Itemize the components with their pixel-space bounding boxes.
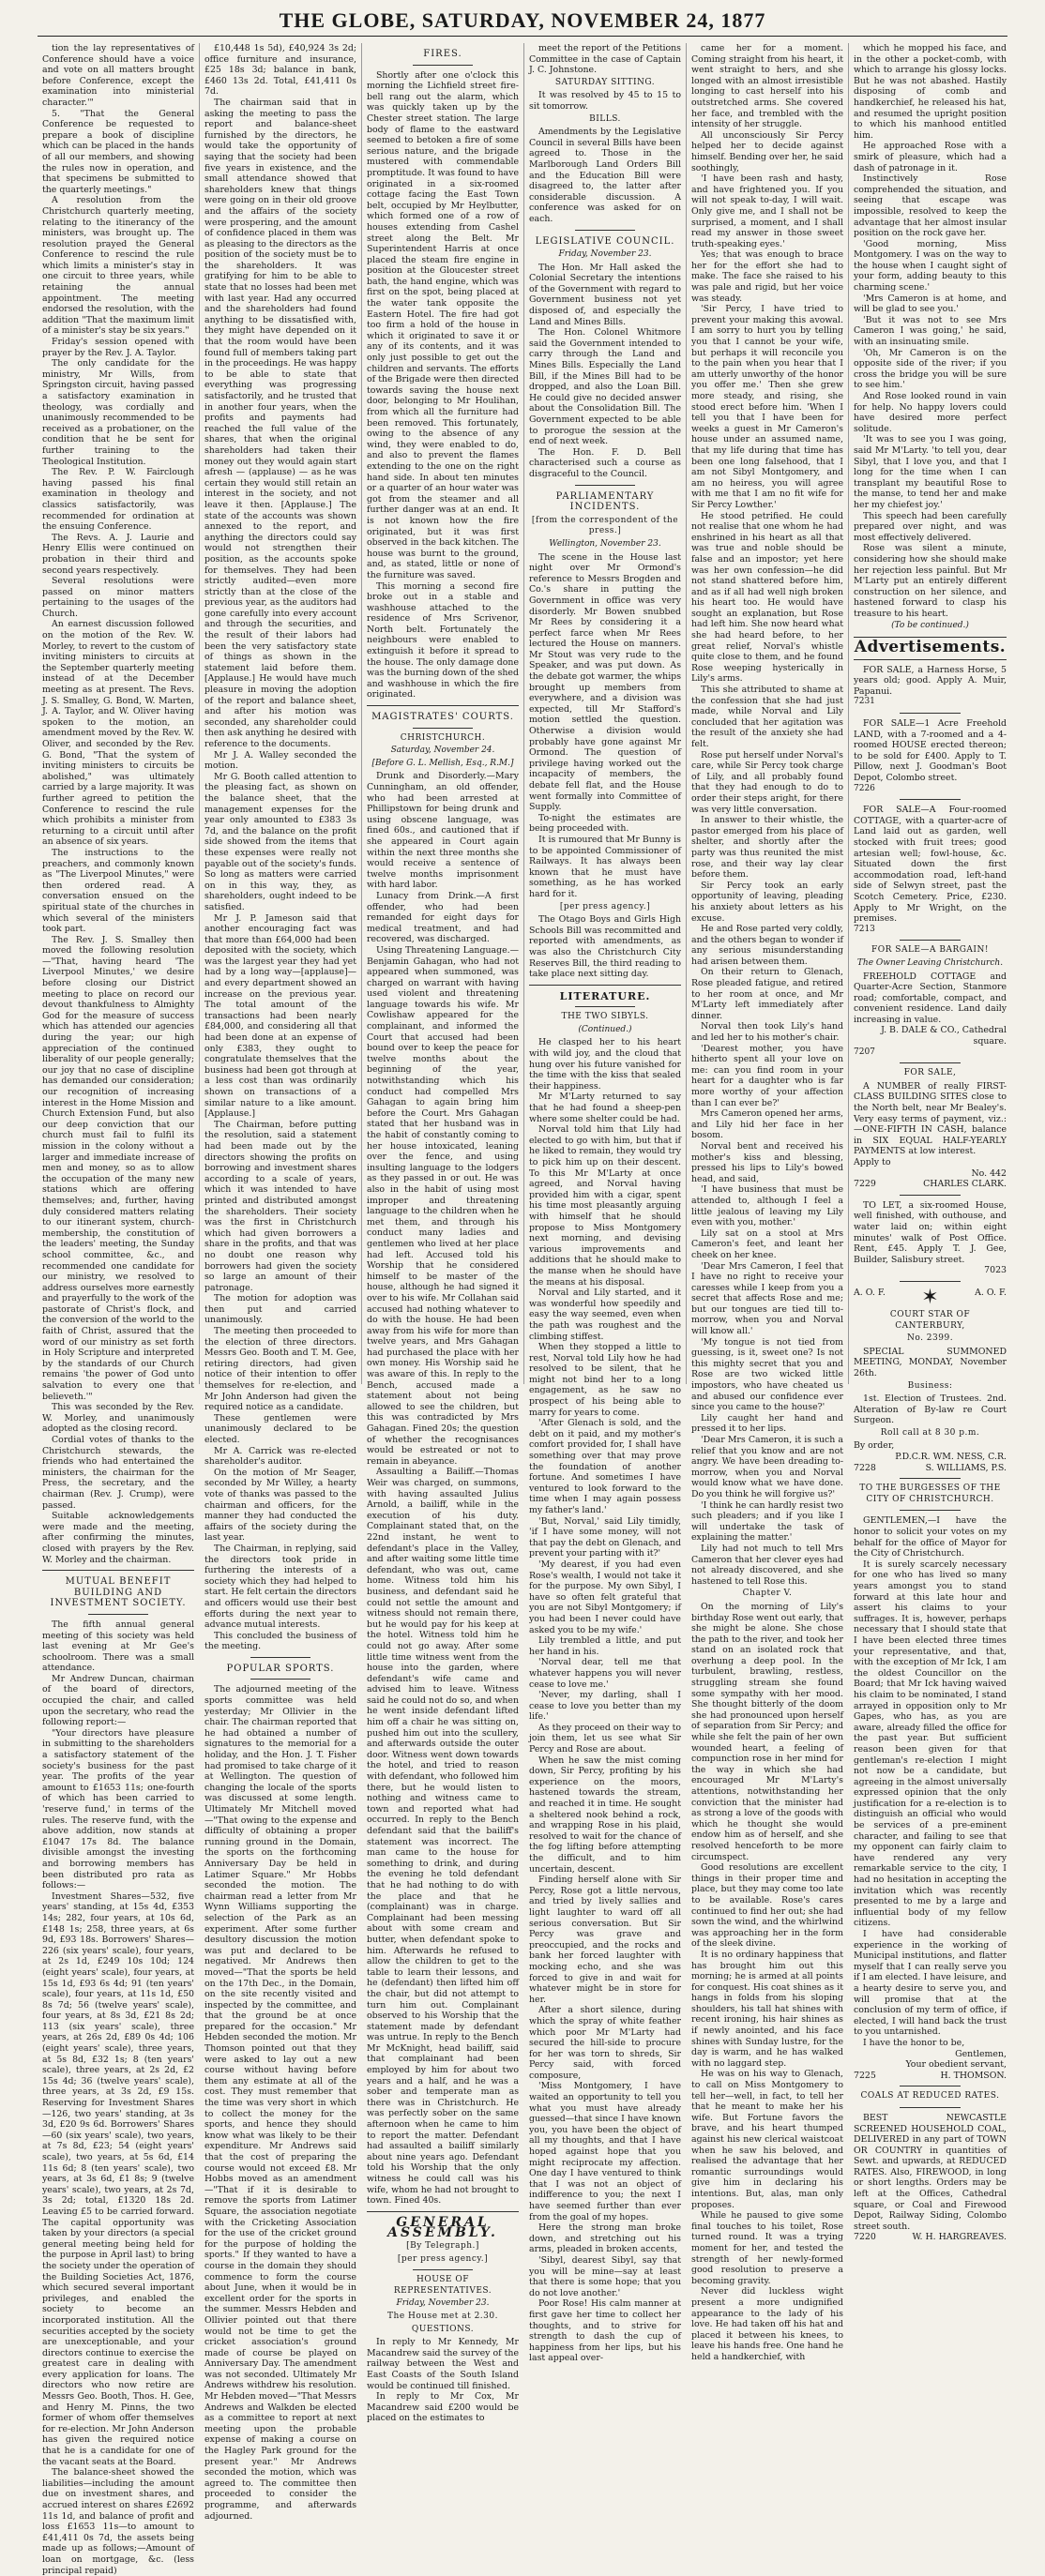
- correspondent-line: [from the correspondent of the press.]: [531, 515, 679, 536]
- section-heading-general-assembly: GENERAL ASSEMBLY.: [387, 2214, 498, 2241]
- ad-freehold-sig: J. B. DALE & CO., Cathedral square.: [881, 1025, 1007, 1047]
- paragraph: 'After Glenach is sold, and the debt on it paid, and my mother's comfort provided for, I shall have something over that may prove the foundation of another fortune. And sometimes I have ventured to look forward to the time when I may again possess my father's land.': [529, 1418, 681, 1515]
- coals-heading: COALS AT REDUCED RATES.: [860, 2091, 1000, 2101]
- divider: [900, 940, 961, 941]
- paragraph: Rose was silent a minute, considering how she should make her rejection less painful. But Mr M'Larty put an entirely different construction on her silence, and hastened forward to clasp his treasure to his heart.: [854, 543, 1007, 619]
- paragraph: While he paused to give some final touches to his toilet, Rose turned round. It was a trying moment for her, and tested the strength of her newly-formed good resolution to preserve a becoming gravity.: [691, 2210, 843, 2286]
- divider: [575, 485, 636, 486]
- col3-paras2: [367, 771, 519, 2206]
- paragraph: Lunacy from Drink.—A first offender, who had been remanded for eight days for medical treatment, and had recovered, was discharged.: [367, 890, 519, 945]
- dateline: Saturday, November 24.: [390, 746, 495, 756]
- paragraph: In reply to Mr Cox, Mr Macandrew said £200 would be placed on the estimates to: [367, 2391, 519, 2424]
- paragraph: Mr A. Carrick was re-elected shareholder's auditor.: [204, 1445, 356, 1468]
- paragraph: came her for a moment. Coming straight from his heart, it went straight to hers, and she longed with an almost irresistible longing to cast herself into his outstretched arms. She covered her face, and trembled with the intensity of her struggle.: [691, 43, 843, 130]
- paragraph: Lily had not much to tell Mrs Cameron that her clever eyes had not already discovered, and she hastened to tell Rose this.: [691, 1543, 843, 1587]
- col4-paras5: [529, 1037, 681, 2363]
- column-4: [524, 43, 687, 2364]
- divider: [900, 1062, 961, 1063]
- ad-number: 7229: [854, 1179, 876, 1190]
- paragraph: Investment Shares—532, five years' standing, at 15s 4d, £353 14s; 282, four years, at 10s 6d, £148 1s; 258, three years, at 6s 9d, £93 18s. Borrowers' Shares—226 (six years' scale), four years, at 2s 1d, £249 10s 10d; 124 (eight years' scale), four years, at 15s 1d, £93 6s 4d; 91 (ten years' scale), four years, at 11s 1d, £50 8s 7d; 56 (twelve years' scale), four years, at 8s 3d, £21 8s 2d; 113 (six years' scale), three years, at 26s 2d, £89 0s 4d; 106 (eight years' scale), three years, at 5s 8d, £32 1s; 8 (ten years' scale), three years, at 2s 2d, £2 15s 4d; 36 (twelve years' scale), three years, at 3s 2d, £9 15s. Reserving for Investment Shares—126, two years' standing, at 3s 3d, £20 9s 6d. Borrowers' Shares—60 (six years' scale), two years, at 7s 8d, £23; 54 (eight years' scale), two years, at 5s 6d, £14 11s 6d; 8 (ten years' scale), two years, at 3s 6d, £1 8s; 9 (twelve years' scale), two years, at 2s 7d, 3s 2d; total, £1320 18s 2d. Leaving £5 to be carried forward. The capital opportunity was taken by your directors (a special general meeting being held for the purpose in April last) to bring the society under the operation of the Building Societies Act, 1876, which secured several important privileges, and enabled the society to become an incorporated institution. All the securities accepted by the society are unexceptionable, and your directors continue to exercise the greatest care in dealing with every application for loans. The directors who now retire are Messrs Geo. Booth, Thos. H. Gee, and Henry M. Pinns, the two former of whom offer themselves for re-election. Mr John Anderson has given the required notice that he is a candidate for one of the vacant seats at the Board.: [42, 1891, 194, 2467]
- coals-signature: W. H. HARGREAVES.: [912, 2232, 1007, 2243]
- paragraph: The meeting then proceeded to the election of three directors. Messrs Geo. Booth and T. M. Gee, retiring directors, had given notice of their intention to offer themselves for re-election, and Mr John Anderson had given the required notice as a candidate.: [204, 1326, 356, 1413]
- col5-paras: [691, 43, 843, 1587]
- paragraph: The Chairman, in replying, said the directors took pride in furthering the interests of a society which they had helped to start. He felt certain the directors and officers would use their best efforts during the next year to advance mutual interests.: [204, 1543, 356, 1631]
- paragraph: 'Dearest mother, you have hitherto spent all your love on me: can you find room in your heart for a daughter who is far more worthy of your affection than I can ever be?': [691, 1043, 843, 1108]
- paragraph: As they proceed on their way to join them, let us see what Sir Percy and Rose are about.: [529, 1722, 681, 1755]
- divider: [575, 1006, 636, 1007]
- col4-paras3: [529, 552, 681, 900]
- bills-heading: BILLS.: [589, 113, 621, 124]
- forsale-sig-row: [854, 1179, 1007, 1190]
- burgess-close-2: Your obedient servant,: [905, 2059, 1007, 2071]
- paragraph: GENTLEMEN,—I have the honor to solicit your votes on my behalf for the office of Mayor for the City of Christchurch.: [854, 1515, 1007, 1559]
- order-sig-2: S. WILLIAMS, P.S.: [925, 1462, 1007, 1473]
- column-3: [362, 43, 524, 2424]
- paragraph: It is rumoured that Mr Bunny is to be appointed Commissioner of Railways. It has always been known that he must have something, as he has worked hard for it.: [529, 834, 681, 899]
- divider: [900, 713, 961, 714]
- questions-heading: QUESTIONS.: [411, 2324, 475, 2334]
- col4-paras4: [529, 914, 681, 980]
- telegraph-line: [By Telegraph.]: [406, 2240, 479, 2251]
- paragraph: Good resolutions are excellent things in their proper time and place, but they may come too late to be available. Rose's cares continued to find her out; she had sown the wind, and the whirlwind was approaching her in the form of the sleek divine.: [691, 1862, 843, 1950]
- roll-call: Roll call at 8 30 p.m.: [880, 1427, 980, 1438]
- divider: [42, 1570, 194, 1571]
- paragraph: These gentlemen were unanimously declared to be elected.: [204, 1412, 356, 1445]
- paragraph: Friday's session opened with prayer by the Rev. J. A. Taylor.: [42, 337, 194, 358]
- col3-paras3: [367, 2337, 519, 2424]
- paragraph: meet the report of the Petitions Committee in the case of Captain J. C. Johnstone.: [529, 43, 681, 76]
- section-heading-legislative-council: LEGISLATIVE COUNCIL.: [535, 235, 675, 247]
- paragraph: Sir Percy took an early opportunity of leaving, pleading his anxiety about letters as his excuse.: [691, 880, 843, 924]
- divider: [367, 2211, 519, 2212]
- paragraph: 'Sir Percy, I have tried to prevent your making this avowal. I am sorry to hurt you by telling you that I cannot be your wife, but perhaps it will reconcile you to the pain when you hear that I am utterly unworthy of the honor you offer me.' Then she grew more steady, and rising, she stood erect before him. 'When I tell you that I have been for weeks a guest in Mr Cameron's house under an assumed name, that my life during that time has been one long falsehood, that I am not Sibyl Montgomery, and am no heiress, you will agree with me that I am no fit wife for Sir Percy Lowther.': [691, 304, 843, 510]
- forsale-apply: Apply to: [854, 1157, 891, 1167]
- paragraph: Mr M'Larty returned to say that he had found a sheep-pen where some shelter could be had.: [529, 1092, 681, 1124]
- col1-paras2: [42, 1619, 194, 2576]
- paragraph: Drunk and Disorderly.—Mary Cunningham, an old offender, who had been arrested at Phillipstown for being drunk and using obscene language, was fined 60s., and cautioned that if she appeared in Court again within the next three months she would receive a sentence of twelve months imprisonment with hard labor.: [367, 771, 519, 891]
- paragraph: 'I have been rash and hasty, and have frightened you. If you will not speak to-day, I will wait. Only give me, and I shall not be surprised, a moment, and I shall read my answer in those sweet truth-speaking eyes.': [691, 173, 843, 249]
- paragraph: A resolution from the Christchurch quarterly meeting, relating to the itinerancy of the ministers, was brought up. The resolution prayed the General Conference to rescind the rule which limits a minister's stay in one circuit to three years, while retaining the annual appointment. The meeting endorsed the resolution, with the addition "That the maximum limit of a minister's stay be six years.": [42, 195, 194, 337]
- divider: [529, 985, 681, 986]
- court-number: No. 2399.: [906, 1333, 954, 1344]
- sub-heading: CHRISTCHURCH.: [400, 732, 486, 743]
- paragraph: The scene in the House last night over Mr Ormond's reference to Messrs Brogden and Co.'s share in putting the Government in office was very disorderly. Mr Bowen snubbed Mr Rees by considering it a perfect farce when Mr Rees lectured the House on manners. Mr Stout was very rude to the Speaker, and was put down. As the debate got warmer, the whips brought up members from everywhere, and a division was expected, till Mr Stafford's motion settled the question. Otherwise a division would probably have gone against Mr Ormond. The question of privilege having worked out the incapacity of members, the debate fell flat, and the House went formally into Committee of Supply.: [529, 551, 681, 813]
- ads-list: [854, 665, 1007, 942]
- paragraph: When he saw the mist coming down, Sir Percy, profiting by his experience on the moors, hastened towards the stream, and reached it in time. He sought a sheltered nook behind a rock, and wrapping Rose in his plaid, resolved to wait for the chance of the fog lifting before attempting the difficult, and to him uncertain, descent.: [529, 1755, 681, 1875]
- paragraph: Mr Andrew Duncan, chairman of the board of directors, occupied the chair, and called upon the secretary, who read the following report:—: [42, 1673, 194, 1728]
- paragraph: This she attributed to shame at the confession that she had just made, while Norval and Lily concluded that her agitation was the result of the anxiety she had felt.: [691, 685, 843, 749]
- column-2: [200, 43, 362, 2522]
- paragraph: The fifth annual general meeting of this society was held last evening at Mr Gee's schoolroom. There was a small attendance.: [42, 1619, 194, 1674]
- paragraph: The balance-sheet showed the liabilities—including the amount due on investment shares, and accrued interest on shares £2692 11s 1d, and balance of profit and loss £1653 11s—to amount to £41,411 0s 7d, the assets being made up as follows;—Amount of loan on mortgage, &c. (less principal repaid): [42, 2467, 194, 2576]
- ad-number: 7220: [854, 2232, 876, 2243]
- paragraph: £10,448 1s 5d), £40,924 3s 2d; office furniture and insurance, £25 18s 3d; balance in bank, £460 13s 2d. Total, £41,411 0s 7d.: [204, 43, 356, 98]
- paragraph: Poor Rose! His calm manner at first gave her time to collect her thoughts, and to strive for strength to dash the cup of happiness from her lips, but his last appeal over-: [529, 2298, 681, 2364]
- order-sig-row: [854, 1463, 1007, 1474]
- paragraph: tion the lay representatives of Conference should have a voice and vote on all matters brought before Conference, except the examination into ministerial character.'": [42, 43, 194, 108]
- dateline: Friday, November 23.: [396, 2298, 490, 2309]
- business-text: 1st. Election of Trustees. 2nd. Alteration of By-law re Court Surgeon.: [854, 1393, 1007, 1426]
- paragraph: which he mopped his face, and in the other a pocket-comb, with which to arrange his glossy locks. But he was not abashed. Hastily disposing of comb and handkerchief, he released his hat, and resumed the upright position to which his manhood entitled him.: [854, 43, 1007, 141]
- burgess-paras: [854, 1515, 1007, 2048]
- paragraph: Mrs Cameron opened her arms, and Lily hid her face in her bosom.: [691, 1108, 843, 1141]
- paragraph: Suitable acknowledgements were made and the meeting, after confirming the minutes, closed with prayers by the Rev. W. Morley and the chairman.: [42, 1511, 194, 1565]
- ad-freehold: FREEHOLD COTTAGE and Quarter-Acre Section, Stanmore road; comfortable, compact, and convenient residence. Land daily increasing in value.: [854, 971, 1007, 1025]
- paragraph: The instructions to the preachers, and commonly known as "The Liverpool Minutes," were then ordered read. A conversation ensued on the spiritual state of the churches in which several of the ministers took part.: [42, 847, 194, 935]
- paragraph: He clasped her to his heart with wild joy, and the cloud that hung over his future vanished for the time with the kiss that sealed their happiness.: [529, 1037, 681, 1092]
- paragraph: The motion for adoption was then put and carried unanimously.: [204, 1293, 356, 1326]
- paragraph: 'Sibyl, dearest Sibyl, say that you will be mine—say at least that there is some hope; that you do not love another.': [529, 2254, 681, 2298]
- section-heading-popular-sports: POPULAR SPORTS.: [226, 1663, 335, 1674]
- to-be-continued: (To be continued.): [891, 621, 969, 631]
- paragraph: Norval told him that Lily had elected to go with him, but that if he liked to remain, they would try to pick him up on their descent. To this Mr M'Larty at once agreed, and Norval having provided him with a cigar, spent his time most pleasantly arguing with himself that he should propose to Miss Montgomery next morning, and devising various improvements and additions that he should make to the manse when he should have the means at his disposal.: [529, 1124, 681, 1288]
- saturday-sitting-text: It was resolved by 45 to 15 to sit tomorrow.: [529, 90, 681, 112]
- classified-ad: FOR SALE—1 Acre Freehold LAND, with a 7-roomed and a 4-roomed HOUSE erected thereon; to be sold for £400. Apply to T. Pillow, next J. Goodman's Boot Depot, Colombo street.: [854, 718, 1007, 783]
- paragraph: On their return to Glenach, Rose pleaded fatigue, and retired to her room at once, and Mr M'Larty left immediately after dinner.: [691, 967, 843, 1021]
- paragraph: He was on his way to Glenach, to call on Miss Montgomery to tell her—well, in fact, to tell her that he meant to make her his wife. But Fortune favors the brave, and his heart thumped against his new clerical waistcoat when he saw his beloved, and realised the advantage that her romantic surroundings would give him in declaring his intentions. But, alas, man only proposes.: [691, 2069, 843, 2210]
- paragraph: He and Rose parted very coldly, and the others began to wonder if any serious misunderstanding had arisen between them.: [691, 924, 843, 967]
- dateline: Wellington, November 23.: [549, 538, 661, 549]
- paragraph: Norval and Lily started, and it was wonderful how speedily and easy the way seemed, even when the path was roughest and the climbing stiffest.: [529, 1288, 681, 1342]
- paragraph: The adjourned meeting of the sports committee was held yesterday; Mr Ollivier in the chair. The chairman reported that he had obtained a number of signatures to the memorial for a holiday, and the Hon. J. T. Fisher had promised to take charge of it at Wellington. The question of changing the locale of the sports was discussed at some length. Ultimately Mr Mitchell moved—"That owing to the expense and difficulty of obtaining a proper running ground in the Domain, the sports on the forthcoming Anniversary Day be held in Latimer Square." Mr Hobbs seconded the motion. The chairman read a letter from Mr Wynn Williams supporting the selection of the Park as an experiment. After some further desultory discussion the motion was put and declared to be negatived. Mr Andrews then moved—"That the sports be held on the 17th Dec., in the Domain, on the site recently visited and inspected by the committee, and that the ground be at once prepared for the occasion." Mr Hebden seconded the motion. Mr Thomson pointed out that they were asked to lay out a new course without having before them any estimate at all of the cost. They must remember that the time was very short in which to collect the money for the sports, and hence they should know what was likely to be their expenditure. Mr Andrews said that the cost of preparing the course would not exceed £8. Mr Hobbs moved as an amendment—"That if it is desirable to remove the sports from Latimer Square, the association negotiate with the Cricketing Association for the use of the cricket ground for the purpose of holding the sports." If they wanted to have a course in the domain they should commence to form the course about June, when it would be in excellent order for the sports in the summer. Messrs Hebden and Ollivier pointed out that there would not be time to get the cricket association's ground made of course be played on Anniversary Day. The amendment was not seconded. Ultimately Mr Andrews withdrew his resolution. Mr Hebden moved—"That Messrs Andrews and Walkden be elected as a committee to report at next meeting upon the probable expense of making a course on the Hagley Park ground for the present year." Mr Andrews seconded the motion, which was agreed to. The committee then proceeded to consider the programme, and afterwards adjourned.: [204, 1684, 356, 2522]
- paragraph: Rose put herself under Norval's care, while Sir Percy took charge of Lily, and all probably found that they had enough to do to order their steps aright, for there was very little conversation.: [691, 749, 843, 815]
- ad-number: 7228: [854, 1462, 876, 1473]
- section-heading-fires: FIRES.: [423, 49, 462, 59]
- paragraph: The Hon. F. D. Bell characterised such a course as disgraceful to the Council.: [529, 446, 681, 479]
- paragraph: 'Norval dear, tell me that whatever happens you will never cease to love me.': [529, 1657, 681, 1690]
- paragraph: 'My dearest, if you had even Rose's wealth, I would not take it for the purpose. My own Sibyl, I have so often felt grateful that you are not Sibyl Montgomery; if you had been I never could have asked you to be my wife.': [529, 1559, 681, 1635]
- paragraph: He stood petrified. He could not realise that one whom he had enshrined in his heart as all that was true and noble should be false and an impostor; yet here was her own confession—he did not stand shattered before him, and as if all had well nigh broken his heart too. He would have sought an explanation, but Rose had left him. She now heard what she had heard before, to her great relief, Norval's whistle quite close to them, and he found Rose weeping hysterically in Lily's arms.: [691, 510, 843, 685]
- paragraph: The Revs. A. J. Laurie and Henry Ellis were continued on probation in their third and second years respectively.: [42, 532, 194, 576]
- divider: [250, 1679, 311, 1680]
- col4-paras: [529, 43, 681, 76]
- ad-number: 7231: [854, 697, 875, 707]
- paragraph: Mr G. Booth called attention to the pleasing fact, as shown on the balance sheet, that the management expenses for the year only amounted to £383 3s 7d, and the balance on the profit side showed from the items that these expenses were really not payable out of the society's funds. So long as matters were carried on in this way, they, as shareholders, ought indeed to be satisfied.: [204, 771, 356, 912]
- masthead: [38, 8, 1007, 37]
- divider: [413, 728, 474, 729]
- chapter-heading: Chapter V.: [742, 1589, 793, 1599]
- ad-number: 7226: [854, 783, 875, 793]
- paragraph: Instinctively Rose comprehended the situation, and seeing that escape was impossible, resolved to keep the advantage that her almost insular position on the rock gave her.: [854, 173, 1007, 239]
- paragraph: 'Never, my darling, shall I cease to love you better than my life.': [529, 1690, 681, 1723]
- paragraph: Lily caught her hand and pressed it to her lips.: [691, 1412, 843, 1435]
- paragraph: To-night the estimates are being proceeded with.: [529, 812, 681, 835]
- paragraph: Norval then took Lily's hand and led her to his mother's chair.: [691, 1021, 843, 1044]
- business-heading: Business:: [907, 1380, 953, 1391]
- paragraph: All unconsciously Sir Percy helped her to decide against himself. Bending over her, he said soothingly,: [691, 129, 843, 173]
- column-6: [849, 43, 1011, 2243]
- columns: [38, 43, 1013, 2576]
- ad-number: 7213: [854, 924, 875, 934]
- divider: [900, 1281, 961, 1282]
- paragraph: 'My tongue is not tied from guessing, is it, sweet one? Is not this mighty secret that you and Rose are two wicked little impostors, who have cheated us and abused our confidence ever since you came to the house?': [691, 1336, 843, 1413]
- paragraph: The Rev. J. S. Smalley then moved the following resolution—"That, having heard 'The Liverpool Minutes,' we desire before closing our District meeting to place on record our devout thankfulness to Almighty God for the measure of success which has attended our agencies during the year; our high appreciation of the continued liberality of our people generally; our joy that no case of discipline has demanded our consideration; our recognition of increasing interest in the Home Mission and Church Extension Fund, but also our deep conviction that our church must fail to fulfil its mission in the colony without a larger and immediate increase of men and money, so as to allow the occupation of the many new stations which are offering themselves; and, further, having duly considered matters relating to our itinerant system, church-membership, the constitution of the leaders' meeting, the Sunday school committee, &c., and recommended one candidate for our ministry, we resolved to address ourselves more earnestly and prayerfully to the work of the pastorate of Christ's flock, and the conversion of the world to the faith of Christ, assured that the word of our ministry as set forth in Holy Scripture and interpreted by the standards of our Church remains 'the power of God unto salvation to every one that believeth.'": [42, 934, 194, 1402]
- advertisements-heading: Advertisements.: [854, 638, 1007, 657]
- continued-line: (Continued.): [578, 1024, 632, 1034]
- order-sig-1: P.D.C.R. WM. NESS, C.R.: [895, 1452, 1007, 1463]
- paragraph: 'Mrs Cameron is at home, and will be glad to see you.': [854, 293, 1007, 315]
- paragraph: I have had considerable experience in the working of Municipal institutions, and flatter myself that I can really serve you if I am elected. I have leisure, and a hearty desire to serve you, and will promise that at the conclusion of my term of office, if elected, I will hand back the trust to you untarnished.: [854, 1929, 1007, 2038]
- paragraph: This speech had been carefully prepared over night, and was most effectively delivered.: [854, 510, 1007, 543]
- col6-paras: [854, 43, 1007, 619]
- paragraph: Yes; that was enough to brace her for the effort she had to make. The face she raised to his was pale and rigid, but her voice was steady.: [691, 249, 843, 304]
- paragraph: I have the honor to be,: [863, 2037, 965, 2048]
- house-met-line: The House met at 2.30.: [387, 2311, 498, 2321]
- ad-number: 7207: [854, 1047, 875, 1057]
- bench-line: [Before G. L. Mellish, Esq., R.M.]: [371, 758, 514, 768]
- divider: [367, 705, 519, 706]
- paragraph: This morning a second fire broke out in a stable and washhouse attached to the residence of Mrs Scrivenor, North belt. Fortunately the neighbours were enabled to extinguish it before it spread to the house. The only damage done was the burning down of the shed and washhouse in which the fire originated.: [367, 580, 519, 700]
- col3-paras1: [367, 70, 519, 700]
- paragraph: After a short silence, during which the spray of white feather which poor Mr M'Larty had secured the hill-side to procure for her was torn to shreds, Sir Percy said, with forced composure,: [529, 2005, 681, 2081]
- bills-text: Amendments by the Legislative Council in several Bills have been agreed to. Those in the Marlborough Land Orders Bill and the Education Bill were disagreed to, the latter after considerable discussion. A conference was asked for on each.: [529, 127, 681, 224]
- paragraph: 'Oh, Mr Cameron is on the opposite side of the river; if you cross the bridge you will be sure to see him.': [854, 347, 1007, 391]
- paragraph: Several resolutions were passed on minor matters pertaining to the usages of the Church.: [42, 576, 194, 619]
- by-order: By order,: [854, 1440, 895, 1452]
- classified-ad: FOR SALE—A Four-roomed COTTAGE, with a quarter-acre of Land laid out as garden, well stocked with fruit trees; good artesian well; fowl-house, &c. Situated down the first accommodation road, left-hand side of Selwyn street, past the Scotch Cemetery. Price, £230. Apply to Mr Wright, on the premises.: [854, 805, 1007, 925]
- col1-paras: [42, 43, 194, 1565]
- col2-paras: [204, 43, 356, 1652]
- paragraph: Never did luckless wight present a more undignified appearance to the lady of his love. He had taken off his hat and placed it between his knees, to leave his hands free. One hand he held a handkerchief, with: [691, 2286, 843, 2362]
- ad-number: 7225: [854, 2070, 876, 2081]
- paragraph: And Rose looked round in vain for help. No happy lovers could have desired more perfect solitude.: [854, 391, 1007, 434]
- paragraph: It is no ordinary happiness that has brought him out this morning; he is armed at all points for conquest. His coat shines as it hangs in folds from his sloping shoulders, his tall hat shines with recent ironing, his hair shines as if newly anointed, and his face shines with Sunday lustre, for the day is warm, and he has walked with no laggard step.: [691, 1949, 843, 2069]
- forsale-heading: FOR SALE,: [903, 1068, 957, 1078]
- saturday-sitting-heading: SATURDAY SITTING.: [554, 77, 656, 87]
- paragraph: 'It was to see you I was going, said Mr M'Larty. 'to tell you, dear Sibyl, that I love you, and that I long for the time when I can transplant my beautiful Rose to the manse, to tend her and make her my chiefest joy.': [854, 434, 1007, 510]
- star-icon: ✶: [921, 1285, 939, 1309]
- paragraph: The Otago Boys and Girls High Schools Bill was recommitted and reported with amendments, as was also the Christchurch City Reserves Bill, the third reading to take place next sitting day.: [529, 914, 681, 980]
- ad-number: 7023: [984, 1265, 1007, 1276]
- col4-paras2: [529, 263, 681, 480]
- story-title: THE TWO SIBYLS.: [561, 1012, 649, 1022]
- aof-row: [854, 1285, 1007, 1309]
- paragraph: Cordial votes of thanks to the Christchurch stewards, the friends who had entertained the ministers, the chairman for the Press, the secretary, and the chairman (Rev. J. Crump), were passed.: [42, 1435, 194, 1511]
- paragraph: Using Threatening Language.—Benjamin Gahagan, who had not appeared when summoned, was charged on warrant with having used violent and threatening language towards his wife. Mr Cowlishaw appeared for the complainant, and informed the Court that accused had been bound over to keep the peace for twelve months about the beginning of the year, notwithstanding which his conduct had compelled Mrs Gahagan to again bring him before the Court. Mrs Gahagan stated that her husband was in the habit of constantly coming to her house intoxicated, leaning over the fence, and using insulting language to the lodgers as they passed in or out. He was also in the habit of using most improper and threatening language to the children when he met them, and through his conduct many ladies and gentlemen who lived at her place had left. Accused told his Worship that he considered himself to be master of the house, although he had signed it over to his wife. Mr Collahan said accused had nothing whatever to do with the house. He had been away from his wife for more than twelve years, and Mrs Gahagan had purchased the place with her own money. His Worship said he was aware of this. In reply to the Bench, accused made a statement about not being allowed to see the children, but this was contradicted by Mrs Gahagan. Fined 20s; the question of whether the recognisances would be estreated or not to remain in abeyance.: [367, 944, 519, 1467]
- house-heading: HOUSE OF REPRESENTATIVES.: [393, 2275, 492, 2296]
- col5-paras2: [691, 1602, 843, 2363]
- classified-ad: FOR SALE, a Harness Horse, 5 years old; good. Apply A. Muir, Papanui.: [854, 664, 1007, 697]
- bargain-sub: The Owner Leaving Christchurch.: [856, 957, 1004, 968]
- paragraph: The Hon. Mr Hall asked the Colonial Secretary the intentions of the Government with regard to Government business not yet disposed of, and especially the Land and Mines Bills.: [529, 262, 681, 327]
- divider: [900, 1195, 961, 1196]
- paragraph: 'I think he can hardly resist two such pleaders; and if you like I will undertake the task of explaining the matter.': [691, 1499, 843, 1544]
- press-agency-line: [per press agency.]: [397, 2253, 489, 2264]
- forsale-number: No. 442: [971, 1167, 1007, 1179]
- paragraph: 'Miss Montgomery, I have waited an opportunity to tell you what you must have already guessed—that since I have known you, you have been the object of all my thoughts, and that I have hoped against hope that you might reciprocate my affection. One day I have ventured to think that I was not an object of indifference to you; the next I have seemed further than ever from the goal of my hopes.: [529, 2081, 681, 2222]
- section-heading-building-society: MUTUAL BENEFIT BUILDING AND INVESTMENT SOCIETY.: [50, 1576, 187, 1609]
- column-1: [38, 43, 200, 2576]
- paragraph: Shortly after one o'clock this morning the Lichfield street fire-bell rang out the alarm, which was quickly taken up by the Chester street station. The large body of flame to the eastward seemed to betoken a fire of some serious nature, and the brigade mustered with commendable promptitude. It was found to have originated in a six-roomed cottage facing the East Town belt, occupied by Mr Heylbutter, which formed one of a row of houses extending from Cashel street along the Belt. Mr Superintendent Harris at once placed the steam fire engine in position at the Gloucester street bath, the hand engine, which was first on the spot, being placed at the water tank opposite the Eastern Hotel. The fire had got too firm a hold of the house in which it originated to save it or any of its contents, and it was only just possible to get out the children and servants. The efforts of the Brigade were then directed towards saving the house next door, belonging to Mr Houlihan, from which all the furniture had been removed. This fortunately, owing to the absence of any wind, they were enabled to do, and also to prevent the flames extending to the one on the right hand side. In about ten minutes or a quarter of an hour water was got from the steamer and all further danger was at an end. It is not known how the fire originated, but it was first observed in the back kitchen. The house was burnt to the ground, and, as stated, little or none of the furniture was saved.: [367, 69, 519, 580]
- paragraph: The Hon. Colonel Whitmore said the Government intended to carry through the Land and Mines Bills. Especially the Land Bill, if the Mines Bill had to be dropped, and also the Loan Bill. He could give no decided answer about the Consolidation Bill. The Government expected to be able to prorogue the session at the end of next week.: [529, 327, 681, 447]
- column-5: [687, 43, 849, 2362]
- aof-right: A. O. F.: [975, 1287, 1007, 1298]
- section-heading-parliamentary-incidents: PARLIAMENTARY INCIDENTS.: [555, 490, 655, 513]
- paragraph: 5. "That the General Conference be requested to prepare a book of discipline which can be placed in the hands of all our members, and showing the rules now in operation, and that specimens be submitted to the quarterly meetings.": [42, 108, 194, 195]
- paragraph: Here the strong man broke down, and stretching out his arms, pleaded in broken accents,: [529, 2222, 681, 2255]
- paragraph: This was seconded by the Rev. W. Morley, and unanimously adopted as the closing record.: [42, 1402, 194, 1435]
- burgess-signature: H. THOMSON.: [940, 2070, 1007, 2081]
- paragraph: Finding herself alone with Sir Percy, Rose got a little nervous, and tried by lively sallies and light laughter to ward off all serious conversation. But Sir Percy was grave and preoccupied, and the rocks and bank her forced laughter with mocking echo, and she was forced to give in and wait for whatever might be in store for her.: [529, 1875, 681, 2005]
- bargain-heading: FOR SALE—A BARGAIN!: [871, 945, 989, 956]
- paragraph: When they stopped a little to rest, Norval told Lily how he had resolved to be silent, that he might not bind her to a long engagement, as he saw no prospect of his being able to marry for years to come.: [529, 1342, 681, 1418]
- dateline: Friday, November 23.: [558, 249, 652, 260]
- ad-building-sites: A NUMBER of really FIRST-CLASS BUILDING SITES close to the North belt, near Mr Bealey's. Very easy terms of payment, viz.:—ONE-FIFTH IN CASH, balance in SIX EQUAL HALF-YEARLY PAYMENTS at low interest.: [854, 1080, 1007, 1157]
- divider: [900, 1510, 961, 1511]
- ad-to-let: TO LET, a six-roomed House, well finished, with outhouse, and water laid on; within eight minutes' walk of Post Office. Rent, £45. Apply T. J. Gee, Builder, Salisbury street.: [854, 1199, 1007, 1265]
- burgess-close-1: Gentlemen,: [955, 2048, 1007, 2059]
- paragraph: The chairman said that in asking the meeting to pass the report and balance-sheet furnished by the directors, he would take the opportunity of saying that the society had been five years in existence, and the small attendance showed that shareholders knew that things were going on in their old groove and the affairs of the society were prospering, and the amount of confidence placed in them was as pleasing to the directors as the position of the society must be to the shareholders. It was gratifying for him to be able to state that no losses had been met with last year. Had any occurred and the shareholders had found anything to be dissatisfied with, they might have depended on it that the room would have been found full of members taking part in the proceedings. He was happy to be able to state that everything was progressing satisfactorily, and he trusted that in another four years, when the profits and payments had reached the full value of the shares, that when the original shareholders had taken their money out they would again start afresh — (applause) — as he was certain they would still retain an interest in the society, and not leave it then. [Applause.] The state of the accounts was shown annexed to the report, and anything the directors could say would not strengthen their position, as the accounts spoke for themselves. They had been strictly audited—even more strictly than at the close of the previous year, as the auditors had gone carefully into every account and through the securities, and the result of their labors had been the very satisfactory state of things as shown in the statement laid before them. [Applause.] He would have much pleasure in moving the adoption of the report and balance sheet, and after his motion was seconded, any shareholder could then ask anything he desired with reference to the documents.: [204, 97, 356, 749]
- paragraph: In reply to Mr Kennedy, Mr Macandrew said the survey of the railway between the West and East Coasts of the South Island would be continued till finished.: [367, 2337, 519, 2391]
- paragraph: 'But it was not to see Mrs Cameron I was going,' he said, with an insinuating smile.: [854, 314, 1007, 348]
- burgesses-heading: TO THE BURGESSES OF THE CITY OF CHRISTCHURCH.: [859, 1484, 1001, 1504]
- ad-coals: BEST NEWCASTLE SCREENED HOUSEHOLD COAL, DELIVERED in any part of TOWN OR COUNTRY in quantities of Sewt. and upwards, at REDUCED RATES. Also, FIREWOOD, in long or short lengths. Orders may be left at the Offices, Cathedral square, or Coal and Firewood Depot, Railway Siding, Colombo street south.: [854, 2112, 1007, 2232]
- paragraph: On the motion of Mr Seager, seconded by Mr Willey, a hearty vote of thanks was passed to the chairman and officers, for the manner they had conducted the affairs of the society during the last year.: [204, 1467, 356, 1544]
- paragraph: An earnest discussion followed on the motion of the Rev. W. Morley, to revert to the custom of inviting ministers to circuits at the September quarterly meeting instead of at the December meeting as at present. The Revs. J. S. Smalley, G. Bond, W. Marten, J. A. Taylor, and W. Oliver having spoken to the motion, an amendment moved by the Rev. W. Oliver, and seconded by the Rev. G. Bond, "That the system of inviting ministers to circuits be abolished," was ultimately carried by a large majority. It was further agreed to petition the Conference to rescind the rule which prohibits a minister from returning to a circuit until after an absence of six years.: [42, 619, 194, 848]
- paragraph: 'Dear Mrs Cameron, I feel that I have no right to receive your caresses while I keep from you a secret that affects Rose and me; but our tongues are tied till to-morrow, when you and Norval will know all.': [691, 1260, 843, 1337]
- divider: [88, 1614, 149, 1615]
- coals-sig-row: [854, 2232, 1007, 2243]
- paragraph: Lily sat on a stool at Mrs Cameron's feet, and leant her cheek on her knee.: [691, 1228, 843, 1260]
- paragraph: Mr J. A. Walley seconded the motion.: [204, 749, 356, 772]
- divider: [900, 1478, 961, 1479]
- paragraph: The Rev. P. W. Fairclough having passed his final examination in theology and classics satisfactorily, was recommended for ordination at the ensuing Conference.: [42, 467, 194, 533]
- aof-left: A. O. F.: [854, 1287, 886, 1298]
- burgess-sig-row: [854, 2071, 1007, 2082]
- court-heading: COURT STAR OF CANTERBURY,: [889, 1309, 971, 1331]
- paragraph: Mr J. P. Jameson said that another encouraging fact was that more than £64,000 had been deposited with the society, which was the largest year they had yet had by a long way—[applause]—and every department showed an increase on the previous year. The total amount of the transactions had been nearly £84,000, and considering all that had been done at an expense of only £383, they ought to congratulate themselves that the business had been got through at a less cost than was ordinarily shown on transactions of a similar nature to a like amount. [Applause.]: [204, 912, 356, 1120]
- divider: [900, 799, 961, 800]
- paragraph: 'I have business that must be attended to, although I feel a little jealous of leaving my Lily even with you, mother.': [691, 1184, 843, 1228]
- forsale-signature: CHARLES CLARK.: [923, 1179, 1007, 1190]
- section-heading-magistrates: MAGISTRATES' COURTS.: [371, 712, 514, 723]
- paragraph: It is surely scarcely necessary for one who has lived so many years amongst you to stand forward at this late hour and assert his claims to your suffrages. It is, however, perhaps necessary that I should state that I have been elected three times your representative, and that, with the exception of Mr Ick, I am the oldest Councillor on the Board; that Mr Ick having waived his claim to be nominated, I stand arrayed in opposition only to Mr Gapes, who has, as you are aware, already filled the office for the past year. But sufficient reason been given for that gentleman's re-election I might not now be a candidate, but agreeing in the almost universally expressed opinion that the only justification for a re-election is to distinguish an official who would be services of a pre-eminent character, and failing to see that my opponent can fairly claim to have rendered any very remarkable service to the city, I had no hesitation in accepting the invitation which was recently presented to me by a large and influential body of my fellow citizens.: [854, 1559, 1007, 1929]
- divider: [900, 2107, 961, 2108]
- paragraph: The Chairman, before putting the resolution, said a statement had been made out by the directors showing the profits on borrowing and investment shares according to a scale of years, which it was intended to have printed and distributed amongst the shareholders. Their society was the first in Christchurch which had given borrowers a share in the profits, and that was no doubt one reason why borrowers had given the society so large an amount of their patronage.: [204, 1119, 356, 1293]
- paragraph: On the morning of Lily's birthday Rose went out early, that she might be alone. She chose the path to the river, and took her stand on an isolated rock that overhung a deep pool. In the turbulent, brawling, restless, struggling stream she found some sympathy with her mood. She thought bitterly of the doom she had pronounced upon herself of separation from Sir Percy; and while she felt the pain of her own wounded heart, a feeling of compunction rose in her mind for the way in which she had encouraged Mr M'Larty's attentions, notwithstanding her conviction that the minister had as strong a love of the goods with which he thought she would endow him as of herself, and she resolved henceforth to be more circumspect.: [691, 1601, 843, 1862]
- paragraph: Norval bent and received his mother's kiss and blessing, pressed his lips to Lily's bowed head, and said,: [691, 1140, 843, 1184]
- paragraph: The only candidate for the ministry, Mr Wills, from Springston circuit, having passed a satisfactory examination in theology, was cordially and unanimously recommended to be received as a probationer, on the condition that he be sent for further training to the Theological Institution.: [42, 358, 194, 467]
- paragraph: Assaulting a Bailiff.—Thomas Weir was charged, on summons, with having assaulted Julius Arnold, a bailiff, while in the execution of his duty. Complainant stated that, on the 22nd instant, he went to defendant's place in the Valley, and after waiting some little time defendant, who was out, came home. Witness told him his business, and defendant said he could not settle the amount and witness should not remain there, but he would pay for his keep at the hotel. Witness told him he could not go away. After some little time witness went from the house into the garden, where defendant's wife came and advised him to leave. Witness said he could not do so, and when he went inside defendant lifted him off a chair he was sitting on, pushed him out into the scullery, and afterwards outside the outer door. Witness went down towards the hotel, and tried to reason with defendant, who followed him there, but he would listen to nothing and witness came to town and reported what had occurred. In reply to the Bench defendant said that the bailiff's statement was incorrect. The man came to the house for something to drink, and during the evening he told defendant that he had nothing to do with the place and that he (complainant) was in charge. Complainant had been messing about with some cream and butter, when defendant spoke to him. Afterwards he refused to allow the children to get to the table to learn their lessons, and he (defendant) then lifted him off the chair, but did not attempt to turn him out. Complainant observed to his Worship that the statement made by defendant was untrue. In reply to the Bench Mr McKnight, head bailiff, said that complainant had been employed by him for about two years and a half, and he was a sober and temperate man as there was in Christchurch. He was perfectly sober on the same afternoon when he came to him to report the matter. Defendant had assaulted a bailiff similarly about nine years ago. Defendant told his Worship that the only witness he could call was his wife, whom he had not brought to town. Fined 40s.: [367, 1467, 519, 2207]
- paragraph: 'Good morning, Miss Montgomery. I was on the way to the house when I caught sight of your form, adding beauty to this charming scene.': [854, 238, 1007, 294]
- paragraph: In answer to their whistle, the pastor emerged from his place of shelter, and shortly after the party was thus reunited the mist rose, and their way lay clear before them.: [691, 815, 843, 881]
- divider: [413, 65, 474, 66]
- press-agency-line: [per press agency.]: [559, 901, 651, 911]
- paragraph: "Your directors have pleasure in submitting to the shareholders a satisfactory statement of the society's business for the past year. The profits of the year amount to £1653 11s; one-fourth of which has been carried to 'reserve fund,' in terms of the rules. The reserve fund, with the above addition, now stands at £1047 17s 8d. The balance divisible amongst the investing and borrowing members has been distributed pro rata as follows:—: [42, 1727, 194, 1891]
- divider: [250, 1657, 311, 1658]
- paragraph: He approached Rose with a smirk of pleasure, which had a dash of patronage in it.: [854, 141, 1007, 173]
- divider: [854, 659, 1007, 660]
- col2-paras2: [204, 1684, 356, 2522]
- section-heading-literature: LITERATURE.: [559, 989, 651, 1002]
- paragraph: 'Dear Mrs Cameron, it is such a relief that you know and are not angry. We have been dreading to-morrow, when you and Norval would know what we have done. Do you think he will forgive us?': [691, 1435, 843, 1499]
- special-meeting: SPECIAL SUMMONED MEETING, MONDAY, November 26th.: [854, 1346, 1007, 1378]
- divider: [413, 2269, 474, 2270]
- paragraph: Lily trembled a little, and put her hand in his.: [529, 1635, 681, 1657]
- paragraph: This concluded the business of the meeting.: [204, 1630, 356, 1652]
- paragraph: 'But, Norval,' said Lily timidly, 'if I have some money, will not that pay the debt on Glenach, and prevent your parting with it?': [529, 1515, 681, 1559]
- masthead-title: THE GLOBE, SATURDAY, NOVEMBER 24, 1877: [279, 8, 766, 32]
- divider: [575, 230, 636, 231]
